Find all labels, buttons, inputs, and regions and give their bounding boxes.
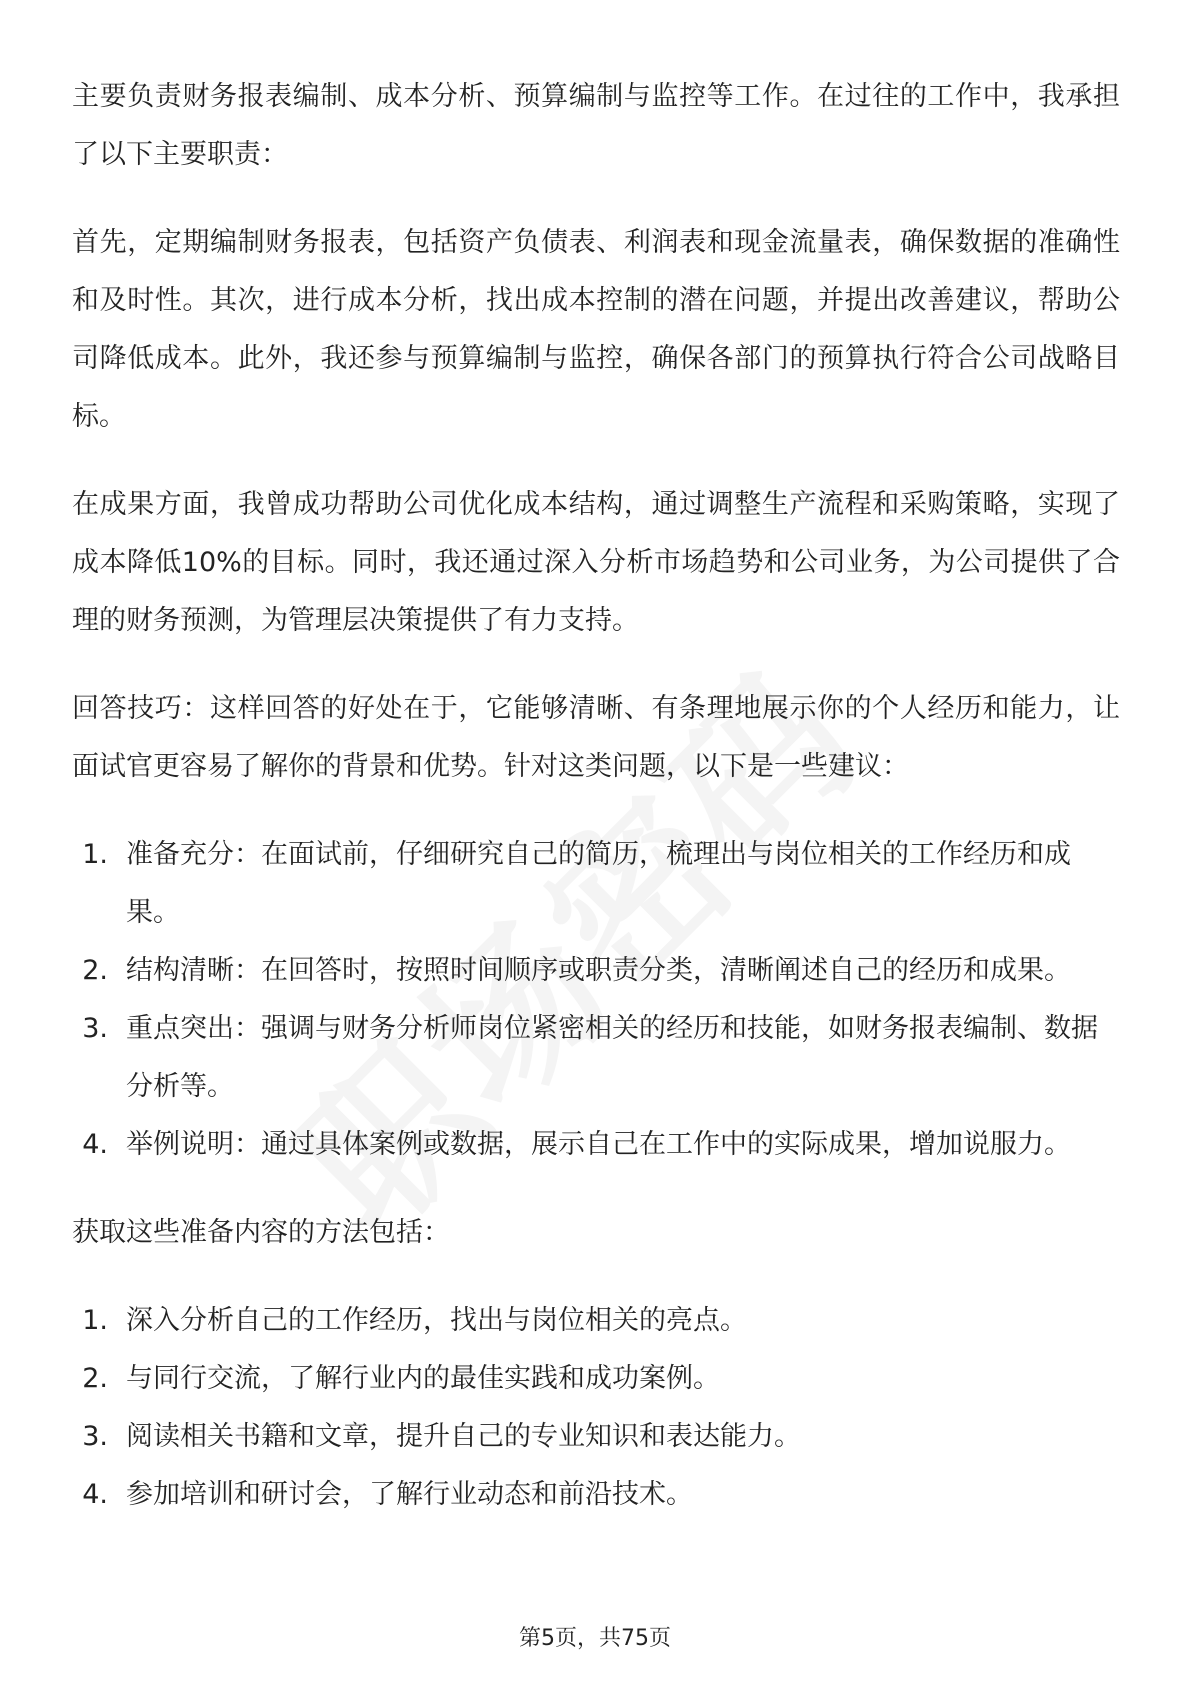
list-item-text: 准备充分：在面试前，仔细研究自己的简历，梳理出与岗位相关的工作经历和成果。 [126, 839, 1071, 928]
list-item-number: 1. [82, 839, 108, 870]
list-item-number: 2. [82, 1363, 108, 1394]
list-item [72, 1000, 1120, 1116]
list-item-text: 阅读相关书籍和文章，提升自己的专业知识和表达能力。 [126, 1421, 801, 1452]
list-item-text: 深入分析自己的工作经历，找出与岗位相关的亮点。 [126, 1305, 747, 1336]
list-item-text: 举例说明：通过具体案例或数据，展示自己在工作中的实际成果，增加说服力。 [126, 1129, 1071, 1160]
list-item-number: 3. [82, 1013, 108, 1044]
methods-list [72, 1292, 1120, 1524]
paragraph-responsibilities-intro: 主要负责财务报表编制、成本分析、预算编制与监控等工作。在过往的工作中，我承担了以下主要职责： [72, 81, 1120, 170]
list-item-number: 3. [82, 1421, 108, 1452]
paragraph-duties: 首先，定期编制财务报表，包括资产负债表、利润表和现金流量表，确保数据的准确性和及时性。其次，进行成本分析，找出成本控制的潜在问题，并提出改善建议，帮助公司降低成本。此外，我还参与预算编制与监控，确保各部门的预算执行符合公司战略目标。 [72, 227, 1120, 432]
paragraph-answer-tips: 回答技巧：这样回答的好处在于，它能够清晰、有条理地展示你的个人经历和能力，让面试官更容易了解你的背景和优势。针对这类问题，以下是一些建议： [72, 693, 1120, 782]
list-item-number: 2. [82, 955, 108, 986]
list-item-text: 与同行交流，了解行业内的最佳实践和成功案例。 [126, 1363, 720, 1394]
list-item-text: 结构清晰：在回答时，按照时间顺序或职责分类，清晰阐述自己的经历和成果。 [126, 955, 1071, 986]
list-item [72, 1350, 1120, 1408]
list-item-number: 4. [82, 1129, 108, 1160]
list-item [72, 1466, 1120, 1524]
list-item-text: 参加培训和研讨会，了解行业动态和前沿技术。 [126, 1479, 693, 1510]
list-item [72, 1408, 1120, 1466]
list-item-text: 重点突出：强调与财务分析师岗位紧密相关的经历和技能，如财务报表编制、数据分析等。 [126, 1013, 1098, 1102]
document-body [72, 68, 1120, 1554]
list-item [72, 942, 1120, 1000]
list-item [72, 826, 1120, 942]
paragraph-achievements: 在成果方面，我曾成功帮助公司优化成本结构，通过调整生产流程和采购策略，实现了成本降低10%的目标。同时，我还通过深入分析市场趋势和公司业务，为公司提供了合理的财务预测，为管理层决策提供了有力支持。 [72, 489, 1120, 636]
list-item-number: 4. [82, 1479, 108, 1510]
list-item [72, 1292, 1120, 1350]
paragraph-methods-intro: 获取这些准备内容的方法包括： [72, 1217, 450, 1248]
page-number: 第5页，共75页 [519, 1626, 671, 1651]
list-item-number: 1. [82, 1305, 108, 1336]
list-item [72, 1116, 1120, 1174]
tips-list [72, 826, 1120, 1174]
